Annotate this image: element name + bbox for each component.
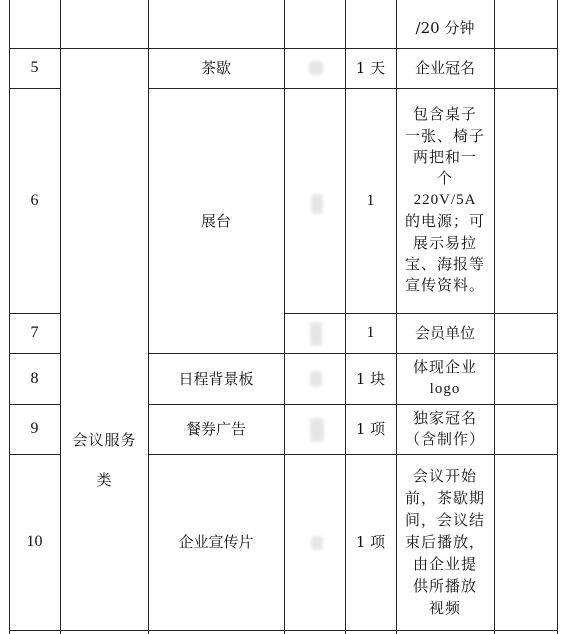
category-line: 会议服务	[72, 431, 137, 449]
col-line-1	[60, 0, 61, 634]
item-text: 日程背景板	[178, 369, 254, 388]
description-text: 企业冠名	[414, 59, 475, 77]
row-number-text: 8	[30, 369, 39, 387]
description-line: 宝、海报等	[404, 255, 485, 274]
quantity-cell	[345, 404, 396, 454]
row-number-text: 10	[26, 533, 43, 550]
quantity-text: 1	[366, 191, 375, 209]
row-number	[9, 353, 60, 404]
row-number	[9, 88, 60, 313]
description-line: 体现企业	[412, 358, 477, 377]
quantity-text: 1 块	[355, 369, 386, 388]
description-cell	[396, 88, 494, 313]
redacted-price	[311, 536, 323, 550]
category-line: 类	[96, 471, 113, 489]
quantity-cell	[345, 353, 396, 404]
description-line: 的电源；可	[404, 212, 485, 231]
item-text: 展台	[200, 211, 231, 230]
description-line: 视频	[428, 599, 461, 617]
redacted-price	[309, 61, 323, 75]
description-line: 供所播放	[412, 577, 477, 595]
description-text: 会员单位	[414, 324, 475, 342]
row-number-text: 9	[30, 420, 39, 437]
quantity-text: 1 天	[355, 59, 386, 77]
description-line: 前，茶歇期	[404, 489, 485, 507]
description-text: /20 分钟	[415, 19, 475, 37]
redacted-price	[310, 371, 322, 387]
description-line: 展示易拉	[412, 233, 477, 252]
description-line: 一张、椅子	[404, 126, 485, 145]
quantity-text: 1 项	[355, 533, 386, 551]
row-number-text: 6	[30, 191, 39, 209]
redacted-price	[311, 194, 323, 214]
redacted-price	[310, 418, 324, 442]
description-cell	[396, 353, 494, 404]
quantity-cell	[345, 88, 396, 313]
row-number-text: 5	[30, 59, 39, 76]
quantity-text: 1	[366, 324, 375, 341]
item-cell	[148, 353, 284, 404]
quantity-cell	[345, 313, 396, 353]
description-line: 宣传资料。	[404, 276, 485, 295]
description-line: 两把和一	[412, 147, 477, 166]
description-line: 独家冠名	[412, 408, 477, 427]
row-number	[9, 404, 60, 454]
description-line: （含制作）	[404, 430, 485, 448]
item-cell	[148, 404, 284, 454]
quantity-cell	[345, 454, 396, 630]
col-line-6	[494, 0, 495, 634]
item-text: 茶歇	[200, 59, 231, 77]
item-text: 餐券广告	[185, 420, 246, 438]
description-cell	[396, 404, 494, 454]
col-line-3	[284, 0, 285, 634]
description-cell	[396, 313, 494, 353]
description-line: 束后播放，	[404, 533, 485, 551]
description-line: 个	[436, 169, 453, 188]
redacted-price	[310, 322, 322, 346]
description-cell	[396, 48, 494, 88]
quantity-text: 1 项	[355, 420, 386, 438]
item-cell	[148, 454, 284, 630]
description-cell	[396, 8, 494, 48]
description-line: 会议开始	[412, 467, 477, 485]
description-line: 包含桌子	[412, 105, 477, 124]
category-cell	[61, 415, 148, 505]
item-cell	[148, 48, 284, 88]
row-number-text: 7	[30, 324, 39, 341]
item-text: 企业宣传片	[178, 533, 254, 551]
description-line: 由企业提	[412, 555, 477, 573]
description-line: 间，会议结	[404, 511, 485, 529]
row-line	[9, 630, 558, 631]
col-line-7	[557, 0, 558, 634]
description-line: logo	[429, 380, 461, 397]
row-number	[9, 454, 60, 630]
item-cell	[148, 88, 284, 353]
description-line: 220V/5A	[413, 191, 477, 208]
row-number	[9, 48, 60, 88]
description-cell	[396, 454, 494, 630]
row-number	[9, 313, 60, 353]
quantity-cell	[345, 48, 396, 88]
